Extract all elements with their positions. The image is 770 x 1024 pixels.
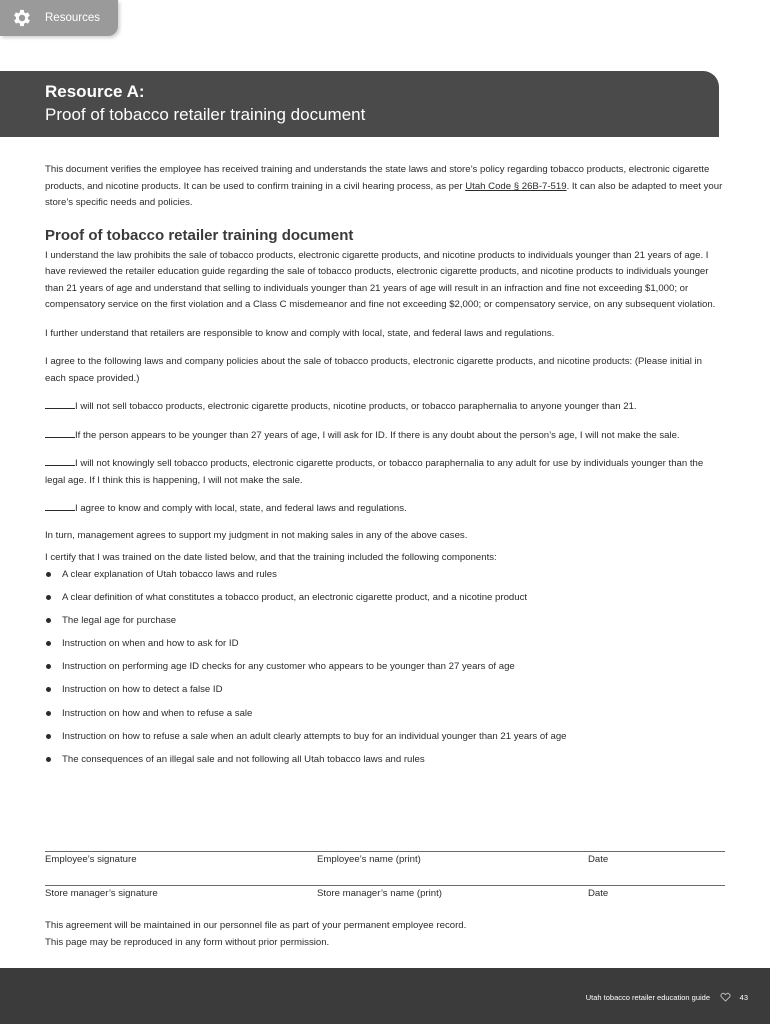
initial-item	[45, 399, 725, 416]
list-item-text: A clear explanation of Utah tobacco laws and rules	[62, 568, 277, 580]
list-item-text: Instruction on how and when to refuse a sale	[62, 707, 253, 719]
list-item	[45, 729, 725, 752]
banner-title-line1: Resource A:	[45, 82, 145, 101]
bullet-icon	[46, 757, 51, 762]
responsibility-paragraph: I further understand that retailers are responsible to know and comply with local, state, and federal laws and regulations.	[45, 327, 555, 339]
intro-text-before-link: This document verifies the employee has received training and understands the state laws and store’s policy regarding tobacco products, electronic cigarette products, and nicotine products. It can be used to confirm training in a civil hearing process, as per	[45, 164, 710, 192]
manager-name-label: Store manager’s name (print)	[317, 888, 442, 899]
list-item	[45, 706, 725, 729]
footer-guide-title: Utah tobacco retailer education guide	[585, 993, 710, 1002]
list-item	[45, 613, 725, 636]
initial-item-text: If the person appears to be younger than 27 years of age, I will ask for ID. If there is any doubt about the person’s age, I will not make the sale.	[75, 429, 680, 441]
bullet-icon	[46, 572, 51, 577]
resources-tab-label: Resources	[45, 12, 100, 24]
list-item-text: The legal age for purchase	[62, 614, 177, 626]
list-item	[45, 567, 725, 590]
page-footer	[0, 968, 770, 1024]
bullet-icon	[46, 664, 51, 669]
manager-signature-label: Store manager’s signature	[45, 888, 158, 899]
list-item	[45, 590, 725, 613]
gear-icon	[11, 7, 33, 29]
employee-name-label: Employee’s name (print)	[317, 854, 421, 865]
management-paragraph: In turn, management agrees to support my judgment in not making sales in any of the above cases.	[45, 529, 468, 541]
initial-item-text: I will not sell tobacco products, electronic cigarette products, nicotine products, or tobacco paraphernalia to anyone younger than 21.	[75, 401, 637, 412]
certify-paragraph: I certify that I was trained on the date listed below, and that the training included the following components:	[45, 552, 497, 563]
law-paragraph: I understand the law prohibits the sale of tobacco products, electronic cigarette products, and nicotine products to individuals younger than 21 years of age. I have reviewed the retailer education guide regarding the sale of tobacco products, electronic cigarette products, and nicotine products to individuals younger than 21 years of age and understand that selling to individuals younger than 21 years of age will result in an infraction and fine not exceeding $1,000; or compensatory service on the first violation and a Class C misdemeanor and fine not exceeding $2,000; or compensatory service, on any subsequent violation.	[45, 249, 716, 310]
bullet-icon	[46, 641, 51, 646]
list-item	[45, 752, 725, 775]
list-item	[45, 682, 725, 705]
bullet-icon	[46, 595, 51, 600]
list-item	[45, 659, 725, 682]
bullet-icon	[46, 687, 51, 692]
initial-blank[interactable]	[45, 428, 75, 438]
initial-item	[45, 501, 725, 518]
closing-notes	[45, 918, 725, 951]
agreement-paragraph: I agree to the following laws and company policies about the sale of tobacco products, electronic cigarette products, and nicotine products: (Please initial in each space provided.)	[45, 356, 703, 384]
bullet-icon	[46, 711, 51, 716]
initial-item-text: I will not knowingly sell tobacco products, electronic cigarette products, or tobacco paraphernalia to any adult for use by individuals younger than the legal age. If I think this is happening, I will not make the sale.	[45, 458, 704, 486]
manager-signature-row[interactable]	[45, 885, 725, 899]
manager-date-label: Date	[588, 888, 609, 899]
training-components-list	[45, 567, 725, 776]
utah-code-link[interactable]: Utah Code § 26B-7-519	[465, 180, 567, 192]
initial-blank[interactable]	[45, 456, 75, 466]
section-title: Proof of tobacco retailer training document	[45, 226, 354, 244]
list-item-text: Instruction on how to refuse a sale when an adult clearly attempts to buy for an individual younger than 21 years of age	[62, 730, 567, 742]
bullet-icon	[46, 734, 51, 739]
document-body	[45, 162, 725, 775]
list-item-text: Instruction on when and how to ask for ID	[62, 638, 239, 650]
page-number: 43	[739, 993, 748, 1002]
resources-tab[interactable]	[0, 0, 118, 36]
employee-signature-label: Employee’s signature	[45, 854, 137, 865]
intro-text-after-link: . It can also be adapted to meet your store’s specific needs and policies.	[45, 180, 723, 208]
list-item-text: Instruction on how to detect a false ID	[62, 684, 223, 696]
initial-item	[45, 456, 725, 489]
initial-blank[interactable]	[45, 399, 75, 409]
employee-signature-row[interactable]	[45, 851, 725, 865]
list-item	[45, 636, 725, 659]
initial-blank[interactable]	[45, 501, 75, 511]
list-item-text: The consequences of an illegal sale and not following all Utah tobacco laws and rules	[62, 754, 425, 765]
list-item-text: Instruction on performing age ID checks for any customer who appears to be younger than 27 years of age	[62, 661, 515, 673]
bullet-icon	[46, 618, 51, 623]
initial-item-text: I agree to know and comply with local, state, and federal laws and regulations.	[75, 503, 407, 514]
heart-icon	[720, 992, 731, 1002]
closing-line-1: This agreement will be maintained in our personnel file as part of your permanent employee record.	[45, 920, 467, 931]
initial-item	[45, 428, 725, 445]
intro-paragraph	[45, 162, 725, 212]
list-item-text: A clear definition of what constitutes a tobacco product, an electronic cigarette product, and a nicotine product	[62, 591, 528, 603]
employee-date-label: Date	[588, 854, 609, 865]
banner-title-line2: Proof of tobacco retailer training document	[45, 105, 366, 124]
title-banner	[0, 71, 719, 137]
closing-line-2: This page may be reproduced in any form without prior permission.	[45, 936, 330, 948]
